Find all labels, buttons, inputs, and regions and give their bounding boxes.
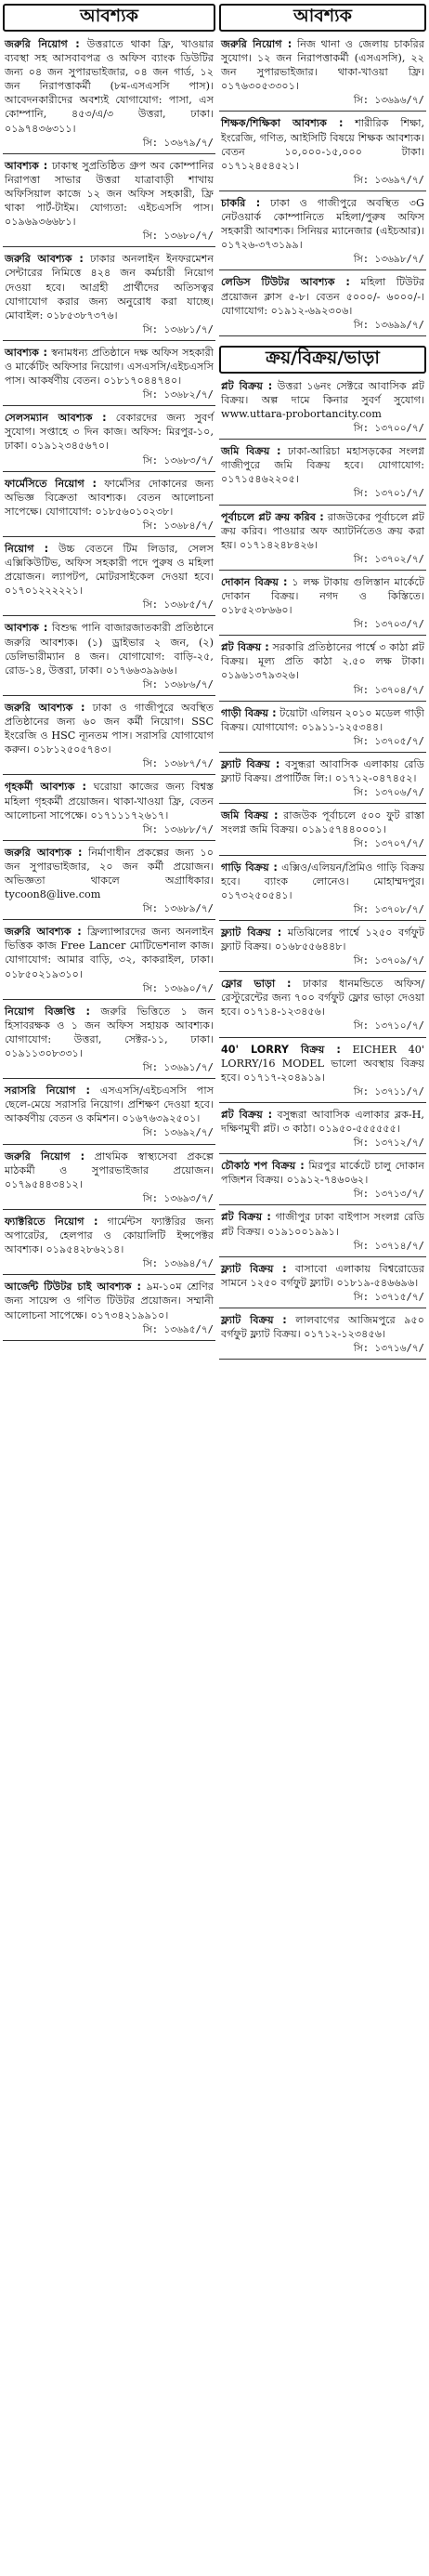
classified-ad [219, 196, 426, 270]
classified-ad [3, 1084, 215, 1144]
ad-body: এক্সিও/এলিয়ন/প্রিমিও গাড়ি বিক্রয় হবে। ব্যাংক লোনেও। মোহাম্মদপুর। ০১৭৩২৫০৫৪১। [221, 861, 424, 901]
section-header-buy-sell-rent: ক্রয়/বিক্রয়/ভাড়া [219, 346, 426, 374]
ad-headline: জরুরি আবশ্যক : [5, 253, 84, 266]
ad-code: সি: ১৩৬৮০/৭/ [142, 230, 214, 243]
ad-headline: চৌকাঠ শপ বিক্রয় : [221, 1160, 305, 1173]
ad-headline: সরাসরি নিয়োগ : [5, 1084, 90, 1097]
ad-code: সি: ১৩৬৯২/৭/ [142, 1127, 214, 1139]
classified-ad [3, 925, 215, 999]
ad-body: গাজীপুর ঢাকা বাইপাস সংলগ্ন রেডি প্লট বিক্রয়। ০১৯১০০১৯৯১। [221, 1211, 424, 1238]
classified-ad [219, 1262, 426, 1308]
classified-ad [3, 477, 215, 537]
ad-code: সি: ১৩৬৯৮/৭/ [353, 254, 424, 266]
classified-ad [3, 411, 215, 471]
ad-headline: প্লট বিক্রয় : [221, 641, 269, 654]
ad-headline: ফ্ল্যাট বিক্রয় : [221, 757, 280, 770]
ad-headline: জরুরি নিয়োগ : [221, 38, 292, 50]
ad-code: সি: ১৩৬৯৩/৭/ [142, 1192, 214, 1204]
ad-body: ৯ম-১০ম শ্রেণির জন্য সায়েন্স ও গণিত টিউটর প্রয়োজন। সম্মানী আলোচনা সাপেক্ষে। ০১৭৩৪২১৯৯১০। [5, 1281, 214, 1321]
ad-body: বসুন্ধরা আবাসিক এলাকার ব্লক-H, দক্ষিণমুখী প্লট। ৩ কাঠা। ০১৯৫০-৫৫৫৫৫৫। [221, 1108, 424, 1135]
classified-ad [3, 1280, 215, 1340]
ad-headline: জরুরি নিয়োগ : [5, 38, 80, 50]
ad-headline: ফ্ল্যাট বিক্রয় : [221, 1262, 287, 1275]
ad-code: সি: ১৩৭১৫/৭/ [353, 1291, 424, 1303]
ad-code: সি: ১৩৭১২/৭/ [353, 1137, 424, 1150]
ad-body: শারীরিক শিক্ষা, ইংরেজি, গণিত, আইসিটি বিষয়ে শিক্ষক আবশ্যক। বেতন ১০,০০০-১৫,০০০ টাকা। ০১৭১২৪৫৪৫২১। [221, 117, 425, 172]
ad-code: সি: ১৩৬৮৭/৭/ [142, 758, 214, 770]
left-ad-list [3, 37, 215, 1341]
ad-headline: শিক্ষক/শিক্ষিকা আবশ্যক : [221, 117, 344, 130]
ad-body: বিশুদ্ধ পানি বাজারজাতকারী প্রতিষ্ঠানে জরুরি আবশ্যক। (১) ড্রাইভার ২ জন, (২) ডেলিভারীম্যান ৪ জন। যোগাযোগ: বাড়ি-২৫, রোড-১৪, উত্তরা, ঢাকা। ০১৭৬৬৩৯৯৬৬। [5, 622, 214, 677]
classified-ad [219, 757, 426, 804]
ad-code: সি: ১৩৭০১/৭/ [353, 488, 424, 500]
ad-headline: জমি বিক্রয় : [221, 445, 281, 458]
ad-headline: আবশ্যক : [5, 346, 47, 359]
ad-headline: জরুরি আবশ্যক : [5, 846, 83, 859]
ad-code: সি: ১৩৭০০/৭/ [353, 423, 424, 435]
ad-code: সি: ১৩৭০২/৭/ [353, 553, 424, 565]
ad-headline: জরুরি নিয়োগ : [5, 1150, 85, 1163]
classified-ad [219, 116, 426, 191]
ad-code: সি: ১৩৬৮৪/৭/ [142, 519, 214, 532]
ad-body: মহিলা টিউটর প্রয়োজন ক্লাস ৫-৮। বেতন ৫০০০/- ৬০০০/-। যোগাযোগ: ০১৯১২-৬৯২৩০৬। [221, 276, 425, 317]
ad-body: ফ্রিল্যান্সারদের জন্য অনলাইন ভিত্তিক কাজ Free Lancer মোটিভেশনাল কাজ। যোগাযোগ: আমার বাড়ি, ৩২, কাকরাইল, ঢাকা। ০১৮৫০২১৯৩১০। [5, 926, 214, 980]
ad-headline: জরুরি আবশ্যক : [5, 926, 82, 939]
ad-body: গার্মেন্টস ফ্যাক্টরির জন্য অপারেটর, হেলপার ও কোয়ালিটি ইন্সপেক্টর আবশ্যক। ০১৯৫৪২৮৬২১৪। [5, 1215, 214, 1256]
ad-body: মতিঝিলের পার্শ্বে ১২৫০ বর্গফুট ফ্ল্যাট বিক্রয়। ০১৬৮৫৫৬৪৪৮। [221, 926, 424, 953]
classified-ad [219, 706, 426, 753]
ad-body: EICHER 40' LORRY/16 MODEL ভালো অবস্থায় বিক্রয় হবে। ০১৭১৭-২০৪৯১৯। [221, 1043, 424, 1084]
ad-headline: আবশ্যক : [5, 622, 48, 635]
ad-headline: প্লট বিক্রয় : [221, 1211, 271, 1224]
classified-ad [219, 977, 426, 1037]
classified-ad [219, 640, 426, 701]
ad-headline: নিয়োগ বিজ্ঞপ্তি : [5, 1005, 90, 1018]
ad-code: সি: ১৩৭১১/৭/ [353, 1085, 424, 1097]
ad-body: এসএসসি/এইচএসসি পাস ছেলে-মেয়ে সরাসরি নিয়োগ। প্রশিক্ষণ দেওয়া হবে। আকর্ষণীয় বেতন ও কমিশন। ০১৬৭৬৩৯২৫০১। [5, 1084, 214, 1125]
classified-ad [3, 159, 215, 248]
ad-headline: চাকরি : [221, 196, 261, 209]
ad-body: স্বনামধন্য প্রতিষ্ঠানে দক্ষ অফিস সহকারী ও মার্কেটিং অফিসার নিয়োগ। এসএসসি/এইচএসসি পাস। আকর্ষণীয় বেতন। ০১৮১৭০৪৪৭৪০। [5, 346, 214, 388]
classified-ad [219, 275, 426, 335]
ad-headline: আবশ্যক : [5, 159, 48, 172]
ad-body: জরুরি ভিত্তিতে ১ জন হিসাবরক্ষক ও ১ জন অফিস সহায়ক আবশ্যক। যোগাযোগ: উত্তরা, সেক্টর-১১, ঢাকা। ০১৯১১৩০৮৩৩১। [5, 1005, 214, 1059]
ad-headline: গৃহকর্মী আবশ্যক : [5, 781, 86, 794]
ad-body: ১ লক্ষ টাকায় গুলিস্তান মার্কেটে দোকান বিক্রয়। নগদ ও কিস্তিতে। ০১৮৫২৩৮৬৬০। [221, 575, 425, 617]
classified-ad [3, 37, 215, 154]
classified-ad [3, 1005, 215, 1079]
ad-body: ঢাকার অনলাইন ইনফরমেশন সেন্টারের নিমিত্তে ৪২৪ জন কর্মচারী নিয়োগ দেওয়া হবে। আগ্রহী প্রার্থীদের অতিসত্বর যোগাযোগ করার জন্য অনুরোধ করা যাচ্ছে। মোবাইল: ০১৮৫৩৮৭৩৭৬। [5, 253, 214, 322]
ad-body: ফার্মেসির দোকানের জন্য অভিজ্ঞ বিক্রেতা আবশ্যক। বেতন আলোচনা সাপেক্ষে। যোগাযোগ: ০১৮৫৬০১০২৩৮। [5, 477, 214, 518]
classified-ad [219, 1043, 426, 1103]
ad-code: সি: ১৩৬৯৪/৭/ [142, 1258, 214, 1270]
ad-headline: ফ্ল্যাট বিক্রয় : [221, 1314, 287, 1327]
classified-ad [219, 1159, 426, 1205]
section-header-wanted-right: আবশ্যক [219, 4, 426, 32]
classified-ad [3, 621, 215, 695]
classified-ad [219, 1313, 426, 1360]
ad-code: সি: ১৩৭০৫/৭/ [353, 735, 424, 747]
ad-code: সি: ১৩৬৮২/৭/ [142, 389, 214, 401]
ad-body: উচ্চ বেতনে টিম লিডার, সেলস এক্সিকিউটিভ, অফিস সহকারী পদে পুরুষ ও মহিলা প্রয়োজন। ল্যাপটপ, মোটরসাইকেল দেওয়া হবে। ০১৭০১২২২২২১। [5, 543, 214, 598]
classified-ad-list [219, 379, 426, 1360]
ad-body: ঢাকা ও গাজীপুরে অবস্থিত ৩G নেটওয়ার্ক কোম্পানিতে মহিলা/পুরুষ অফিস সহকারী আবশ্যক। সিনিয়র ম্যানেজার (এইচআর)। ০১৭২৬-৩৭৩১৯৯। [221, 196, 424, 252]
classified-ad [219, 1108, 426, 1154]
ad-body: নির্মাণাধীন প্রকল্পের জন্য ১০ জন সুপারভাইজার, ২০ জন কর্মী প্রয়োজন। অভিজ্ঞতা থাকলে অগ্রাধিকার। tycoon8@live.com [5, 846, 214, 901]
ad-body: সরকারি প্রতিষ্ঠানের পার্শ্বে ৩ কাঠা প্লট বিক্রয়। মূল্য প্রতি কাঠা ২.৫০ লক্ষ টাকা। ০১৯৬১৩৭৯৩২৬। [221, 641, 425, 682]
ad-headline: সেলসম্যান আবশ্যক : [5, 412, 107, 425]
ad-body: টয়োটা এলিয়ন ২০১০ মডেল গাড়ী বিক্রয়। যোগাযোগ: ০১৯১১-১২৫৩৪৪। [221, 706, 425, 733]
ad-code: সি: ১৩৬৮৫/৭/ [142, 599, 214, 611]
ad-body: লালবাগের আজিমপুরে ৯৫০ বর্গফুট ফ্ল্যাট বিক্রয়। ০১৭১২-১২৩৪৫৬। [221, 1314, 424, 1341]
ad-headline: আর্জেন্ট টিউটর চাই আবশ্যক : [5, 1281, 141, 1294]
classified-ad [219, 808, 426, 855]
ad-code: সি: ১৩৬৮৬/৭/ [142, 678, 214, 690]
ad-headline: ফার্মেসিতে নিয়োগ : [5, 477, 98, 490]
ad-code: সি: ১৩৬৯৬/৭/ [353, 95, 424, 107]
ad-headline: প্লট বিক্রয় : [221, 379, 273, 392]
ad-code: সি: ১৩৬৯০/৭/ [142, 982, 214, 994]
ad-headline: দোকান বিক্রয় : [221, 575, 288, 588]
ad-body: বাসাবো এলাকায় বিশ্বরোডের সামনে ১২৫০ বর্গফুট ফ্ল্যাট। ০১৮১৯-৫৪৬৬৯৬। [221, 1262, 424, 1289]
ad-headline: লেডিস টিউটর আবশ্যক : [221, 276, 350, 289]
ad-body: ঢাকা ও গাজীপুরে অবস্থিত প্রতিষ্ঠানের জন্য ৬০ জন কর্মী নিয়োগ। SSC ইংরেজি ও HSC ন্যূনতম পাস। সরাসরি যোগাযোগ করুন। ০১৮১২৫০৫৭৪৩। [5, 701, 214, 756]
classified-ad [3, 1215, 215, 1275]
section-header-wanted: আবশ্যক [3, 4, 215, 32]
classified-ad [219, 37, 426, 112]
ad-code: সি: ১৩৬৮৮/৭/ [142, 823, 214, 835]
classified-ad [3, 542, 215, 616]
classified-ad [3, 846, 215, 920]
ad-code: সি: ১৩৭০৮/৭/ [353, 903, 424, 915]
ad-body: ঘরোয়া কাজের জন্য বিশ্বস্ত মহিলা গৃহকর্মী প্রয়োজন। থাকা-খাওয়া ফ্রি, বেতন আলোচনা সাপেক্ষে। ০১৭১১১৭২৬১৭। [5, 781, 214, 821]
classified-ad [3, 346, 215, 406]
right-ad-list [219, 37, 426, 336]
ad-body: ঢাকা-আরিচা মহাসড়কের সংলগ্ন গাজীপুরে জমি বিক্রয় হবে। যোগাযোগ: ০১৭১৫৪৬২২০৫। [221, 445, 424, 486]
ad-code: সি: ১৩৭১৬/৭/ [353, 1343, 424, 1355]
ad-headline: জরুরি আবশ্যক : [5, 701, 85, 714]
ad-body: রাজউকের পূর্বাচলে প্লট ক্রয় করিব। পাওয়ার অফ অ্যাটর্নিতেও ক্রয় করা হয়। ০১৭১৪২৪৮৪২৬। [221, 510, 424, 551]
classified-ad [3, 780, 215, 840]
ad-code: সি: ১৩৭১৩/৭/ [353, 1189, 424, 1201]
classified-ad [3, 252, 215, 341]
classified-ad [219, 510, 426, 571]
ad-code: সি: ১৩৬৭৯/৭/ [142, 137, 214, 149]
ad-code: সি: ১৩৭০৪/৭/ [353, 684, 424, 696]
ad-code: সি: ১৩৭১৪/৭/ [353, 1240, 424, 1252]
ad-body: ঢাকার ধানমন্ডিতে অফিস/রেস্টুরেন্টের জন্য ৭০০ বর্গফুট ফ্লোর ভাড়া দেওয়া হবে। ০১৭১৪-১২৩৪৫৬। [221, 978, 424, 1019]
classified-ad [219, 1210, 426, 1256]
ad-code: সি: ১৩৬৯৫/৭/ [142, 1323, 214, 1335]
ad-headline: জমি বিক্রয় : [221, 809, 279, 822]
ad-code: সি: ১৩৭০৭/৭/ [353, 838, 424, 850]
classified-ad [219, 379, 426, 440]
left-column [3, 4, 215, 1346]
ad-headline: পূর্বাচলে প্লট ক্রয় করিব : [221, 510, 324, 523]
ad-headline: গাড়ি বিক্রয় : [221, 861, 278, 874]
ad-code: সি: ১৩৬৮১/৭/ [142, 323, 214, 335]
ad-headline: ফ্ল্যাট বিক্রয় : [221, 926, 282, 939]
ad-code: সি: ১৩৭০৬/৭/ [353, 787, 424, 799]
classified-ad [3, 701, 215, 775]
right-column [219, 4, 426, 1364]
ad-code: সি: ১৩৬৮৩/৭/ [142, 454, 214, 467]
ad-body: নিজ থানা ও জেলায় চাকরির সুযোগ। ১২ জন নিরাপত্তাকর্মী (এসএসসি), ২২ জন সুপারভাইজার। থাকা-খাওয়া ফ্রি। ০১৭৬৩০৫৩৩০১। [221, 38, 424, 93]
classified-ad [219, 926, 426, 972]
ad-body: প্রাথমিক স্বাস্থ্যসেবা প্রকল্পে মাঠকর্মী ও সুপারভাইজার প্রয়োজন। ০১৭৯৫৪৪৩৪১২। [5, 1150, 214, 1190]
ad-body: মিরপুর মার্কেটে চালু দোকান পজিশন বিক্রয়। ০১৯১২-৭৪৬০৬২। [221, 1160, 424, 1187]
ad-code: সি: ১৩৬৯৯/৭/ [353, 319, 424, 331]
ad-headline: গাড়ী বিক্রয় : [221, 706, 277, 719]
ad-code: সি: ১৩৭১০/৭/ [353, 1020, 424, 1032]
ad-code: সি: ১৩৬৯৭/৭/ [353, 174, 424, 186]
ad-headline: ফ্যাক্টরিতে নিয়োগ : [5, 1215, 98, 1228]
classified-ad [3, 1150, 215, 1210]
ad-headline: নিয়োগ : [5, 543, 49, 555]
ad-headline: 40' LORRY বিক্রয় : [221, 1043, 341, 1056]
ad-code: সি: ১৩৬৮৯/৭/ [142, 903, 214, 915]
ad-body: উত্তরাতে থাকা ফ্রি, খাওয়ার ব্যবস্থা সহ আসবাবপত্র ও অফিস ব্যাংক ডিউটির জন্য ০৪ জন সুপারভাইজার, ০৪ জন গার্ড, ১২ জন নিরাপত্তাকর্মী (৮ম-এসএসসি পাস)। আবেদনকারীদের অবশ্যই যোগাযোগ: পাসা, এস কোম্পানি, ৪৫৩/এ/৩ উত্তরা, ঢাকা। ০১৯৭৪৩৬৩১১। [5, 38, 214, 135]
ad-code: সি: ১৩৭০৯/৭/ [353, 955, 424, 967]
classified-ad [219, 444, 426, 505]
ad-headline: প্লট বিক্রয় : [221, 1108, 273, 1121]
ad-body: রাজউক পূর্বাচলে ৫০০ ফুট রাস্তা সংলগ্ন জমি বিক্রয়। ০১৯১৫৭৪৪০০০১। [221, 809, 425, 836]
ad-headline: ফ্লোর ভাড়া : [221, 978, 292, 991]
ad-body: বসুন্ধরা আবাসিক এলাকায় রেডি ফ্ল্যাট বিক্রয়। প্রপার্টিজ লি:। ০১৭১২-০৪৭৪৫২। [221, 757, 424, 785]
ad-body: ঢাকাস্থ সুপ্রতিষ্ঠিত গ্রুপ অব কোম্পানির নিরাপত্তা সাভার উত্তরা যাত্রাবাড়ী শাখায় অফিসিয়াল কাজে ১২ জন অফিস সহকারী, ফ্রি থাকা পার্ট-টাইম। যোগ্যতা: এইচএসসি পাস। ০১৯৬৯৩৬৬৮১। [5, 159, 214, 229]
ad-body: বেকারদের জন্য সুবর্ণ সুযোগ। সপ্তাহে ৩ দিন কাজ। অফিস: মিরপুর-১০, ঢাকা। ০১৯১২৩৪৫৬৭০। [5, 412, 214, 453]
ad-code: সি: ১৩৭০৩/৭/ [353, 619, 424, 631]
ad-body: উত্তরা ১৬নং সেক্টরে আবাসিক প্লট বিক্রয়। অল্প দামে কিনার সুবর্ণ সুযোগ। www.uttara-probortancity.com [221, 379, 424, 420]
ad-code: সি: ১৩৬৯১/৭/ [142, 1062, 214, 1074]
classified-ad [219, 861, 426, 921]
classified-ad [219, 575, 426, 636]
